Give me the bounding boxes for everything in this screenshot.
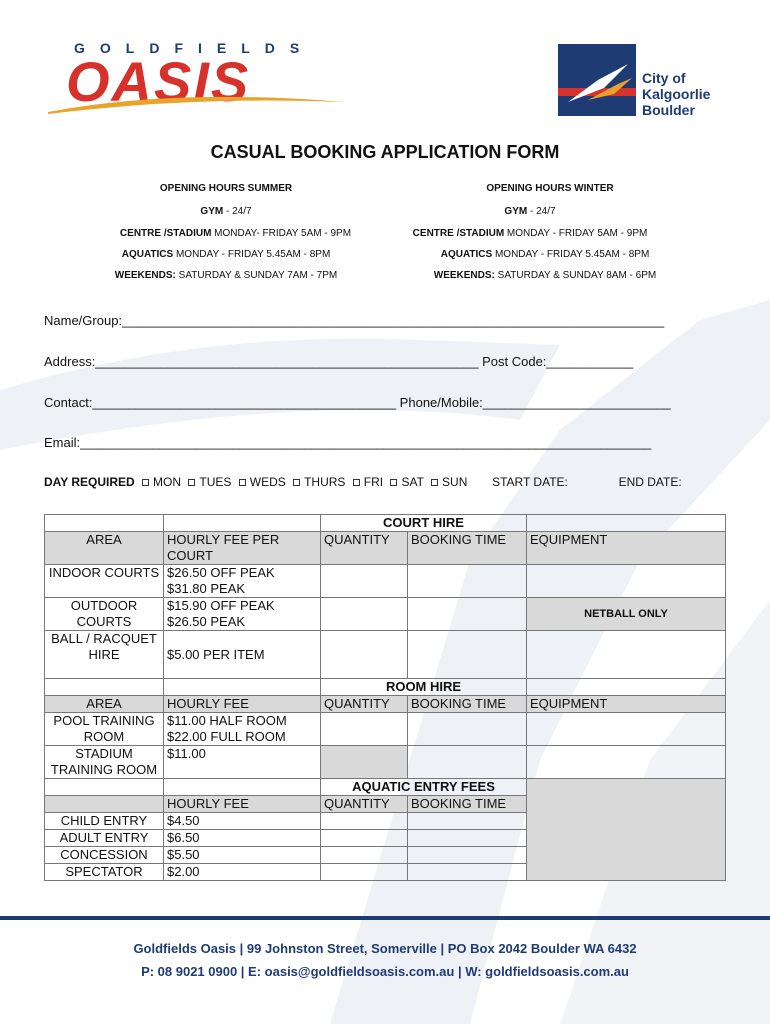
table-row bbox=[45, 713, 726, 746]
aquatic-area-spectator: SPECTATOR bbox=[45, 864, 164, 881]
room-area-stadium: STADIUM TRAINING ROOM bbox=[45, 746, 164, 779]
court-hire-heading: COURT HIRE bbox=[321, 515, 527, 532]
city-logo-line-2: Kalgoorlie bbox=[642, 86, 711, 102]
aquatic-quantity-spectator[interactable] bbox=[321, 864, 408, 881]
aquatic-blank-shaded bbox=[527, 779, 726, 881]
room-col-fee: HOURLY FEE bbox=[164, 696, 321, 713]
winter-hours-heading: OPENING HOURS WINTER bbox=[486, 183, 614, 194]
day-label-tues: TUES bbox=[199, 475, 232, 489]
city-logo-text bbox=[642, 70, 710, 118]
room-equipment-stadium[interactable] bbox=[527, 746, 726, 779]
aquatic-quantity-adult[interactable] bbox=[321, 830, 408, 847]
aquatic-booking-time-adult[interactable] bbox=[408, 830, 527, 847]
address-postcode-field[interactable]: Address:_____________________________________________________ Post Code:____________ bbox=[44, 354, 634, 369]
court-quantity-ball-racquet[interactable] bbox=[321, 631, 408, 679]
day-required-row bbox=[44, 475, 682, 489]
court-booking-time-indoor[interactable] bbox=[408, 565, 527, 598]
room-quantity-pool[interactable] bbox=[321, 713, 408, 746]
day-checkbox-weds[interactable] bbox=[239, 479, 246, 486]
form-title: CASUAL BOOKING APPLICATION FORM bbox=[210, 142, 560, 162]
room-booking-time-pool[interactable] bbox=[408, 713, 527, 746]
aquatic-area-child: CHILD ENTRY bbox=[45, 813, 164, 830]
city-logo-line-3: Boulder bbox=[642, 102, 695, 118]
aquatic-col-quantity: QUANTITY bbox=[321, 796, 408, 813]
summer-centre-hours: CENTRE /STADIUM MONDAY- FRIDAY 5AM - 9PM bbox=[119, 228, 352, 239]
day-required-label: DAY REQUIRED bbox=[44, 475, 135, 489]
aquatic-fees-heading: AQUATIC ENTRY FEES bbox=[321, 779, 527, 796]
court-booking-time-ball-racquet[interactable] bbox=[408, 631, 527, 679]
room-fee-stadium: $11.00 bbox=[164, 746, 321, 779]
end-date-label[interactable]: END DATE: bbox=[618, 475, 682, 489]
day-label-sat: SAT bbox=[401, 475, 424, 489]
day-label-weds: WEDS bbox=[249, 475, 286, 489]
aquatic-col-area bbox=[45, 796, 164, 813]
footer-divider bbox=[0, 916, 770, 920]
summer-aquatics-hours: AQUATICS MONDAY - FRIDAY 5.45AM - 8PM bbox=[121, 249, 331, 260]
room-equipment-pool[interactable] bbox=[527, 713, 726, 746]
court-col-equipment: EQUIPMENT bbox=[527, 532, 726, 565]
court-area-ball-racquet: BALL / RACQUET HIRE bbox=[45, 631, 164, 679]
logo-goldfields-text: GOLDFIELDS bbox=[74, 40, 315, 56]
footer-contact: P: 08 9021 0900 | E: oasis@goldfieldsoasis.com.au | W: goldfieldsoasis.com.au bbox=[141, 964, 629, 979]
day-checkbox-mon[interactable] bbox=[142, 479, 149, 486]
court-quantity-indoor[interactable] bbox=[321, 565, 408, 598]
summer-weekends-hours: WEEKENDS: SATURDAY & SUNDAY 7AM - 7PM bbox=[114, 270, 338, 281]
day-checkbox-sat[interactable] bbox=[390, 479, 397, 486]
booking-table bbox=[44, 514, 726, 881]
aquatic-fee-adult: $6.50 bbox=[164, 830, 321, 847]
aquatic-area-concession: CONCESSION bbox=[45, 847, 164, 864]
room-hire-heading: ROOM HIRE bbox=[321, 679, 527, 696]
day-checkbox-sun[interactable] bbox=[431, 479, 438, 486]
day-label-thurs: THURS bbox=[304, 475, 346, 489]
email-field[interactable]: Email:_______________________________________________________________________________ bbox=[44, 435, 652, 450]
court-col-area: AREA bbox=[45, 532, 164, 565]
aquatic-quantity-child[interactable] bbox=[321, 813, 408, 830]
court-area-indoor: INDOOR COURTS bbox=[45, 565, 164, 598]
day-checkbox-thurs[interactable] bbox=[293, 479, 300, 486]
aquatic-col-booking-time: BOOKING TIME bbox=[408, 796, 527, 813]
room-col-booking-time: BOOKING TIME bbox=[408, 696, 527, 713]
aquatic-quantity-concession[interactable] bbox=[321, 847, 408, 864]
city-logo-line-1: City of bbox=[642, 70, 686, 86]
winter-gym-hours: GYM - 24/7 bbox=[504, 206, 556, 217]
room-quantity-stadium bbox=[321, 746, 408, 779]
netball-only-label: NETBALL ONLY bbox=[527, 598, 726, 631]
day-checkbox-fri[interactable] bbox=[353, 479, 360, 486]
room-col-equipment: EQUIPMENT bbox=[527, 696, 726, 713]
table-row bbox=[45, 565, 726, 598]
room-col-quantity: QUANTITY bbox=[321, 696, 408, 713]
court-fee-indoor: $26.50 OFF PEAK $31.80 PEAK bbox=[164, 565, 321, 598]
city-kalgoorlie-boulder-logo bbox=[558, 44, 728, 120]
winter-aquatics-hours: AQUATICS MONDAY - FRIDAY 5.45AM - 8PM bbox=[440, 249, 650, 260]
court-booking-time-outdoor[interactable] bbox=[408, 598, 527, 631]
court-col-booking-time: BOOKING TIME bbox=[408, 532, 527, 565]
aquatic-fee-child: $4.50 bbox=[164, 813, 321, 830]
aquatic-col-fee: HOURLY FEE bbox=[164, 796, 321, 813]
court-col-quantity: QUANTITY bbox=[321, 532, 408, 565]
goldfields-oasis-logo bbox=[44, 38, 354, 118]
contact-phone-field[interactable]: Contact:__________________________________________ Phone/Mobile:__________________________ bbox=[44, 395, 671, 410]
table-row bbox=[45, 746, 726, 779]
summer-hours-heading: OPENING HOURS SUMMER bbox=[159, 183, 293, 194]
aquatic-area-adult: ADULT ENTRY bbox=[45, 830, 164, 847]
logo-oasis-text: OASIS bbox=[66, 50, 251, 113]
city-logo-emblem-icon bbox=[558, 44, 636, 116]
court-col-fee: HOURLY FEE PER COURT bbox=[164, 532, 321, 565]
day-label-sun: SUN bbox=[442, 475, 468, 489]
court-quantity-outdoor[interactable] bbox=[321, 598, 408, 631]
room-col-area: AREA bbox=[45, 696, 164, 713]
summer-gym-hours: GYM - 24/7 bbox=[200, 206, 252, 217]
court-fee-outdoor: $15.90 OFF PEAK $26.50 PEAK bbox=[164, 598, 321, 631]
winter-centre-hours: CENTRE /STADIUM MONDAY - FRIDAY 5AM - 9PM bbox=[412, 228, 648, 239]
court-area-outdoor: OUTDOOR COURTS bbox=[45, 598, 164, 631]
court-equipment-ball-racquet[interactable] bbox=[527, 631, 726, 679]
court-equipment-indoor[interactable] bbox=[527, 565, 726, 598]
aquatic-booking-time-spectator[interactable] bbox=[408, 864, 527, 881]
aquatic-booking-time-child[interactable] bbox=[408, 813, 527, 830]
room-booking-time-stadium[interactable] bbox=[408, 746, 527, 779]
start-date-label[interactable]: START DATE: bbox=[492, 475, 568, 489]
room-area-pool: POOL TRAINING ROOM bbox=[45, 713, 164, 746]
day-label-fri: FRI bbox=[363, 475, 384, 489]
winter-weekends-hours: WEEKENDS: SATURDAY & SUNDAY 8AM - 6PM bbox=[433, 270, 657, 281]
footer-address: Goldfields Oasis | 99 Johnston Street, Somerville | PO Box 2042 Boulder WA 6432 bbox=[133, 941, 637, 956]
day-label-mon: MON bbox=[153, 475, 182, 489]
aquatic-fee-spectator: $2.00 bbox=[164, 864, 321, 881]
aquatic-booking-time-concession[interactable] bbox=[408, 847, 527, 864]
table-row bbox=[45, 631, 726, 679]
aquatic-fee-concession: $5.50 bbox=[164, 847, 321, 864]
logo-swoosh-icon bbox=[44, 86, 354, 116]
name-group-field[interactable]: Name/Group:___________________________________________________________________________ bbox=[44, 313, 665, 328]
court-fee-ball-racquet: $5.00 PER ITEM bbox=[164, 631, 321, 679]
table-row bbox=[45, 598, 726, 631]
room-fee-pool: $11.00 HALF ROOM $22.00 FULL ROOM bbox=[164, 713, 321, 746]
day-checkbox-tues[interactable] bbox=[188, 479, 195, 486]
